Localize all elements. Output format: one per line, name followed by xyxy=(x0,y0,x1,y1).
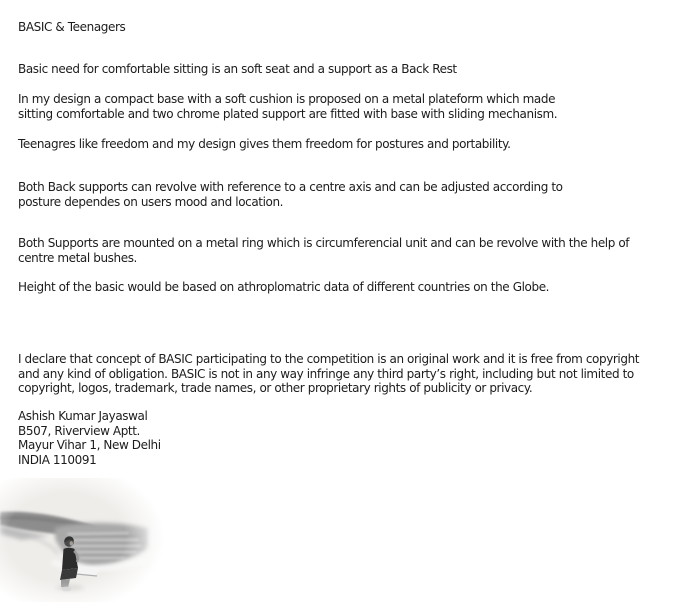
text-line: Both Supports are mounted on a metal ring which is circumferencial unit and can be revolve with the help of xyxy=(18,236,630,250)
text-line: Mayur Vihar 1, New Delhi xyxy=(18,438,161,452)
text-line: INDIA 110091 xyxy=(18,452,97,467)
page-title: BASIC & Teenagers xyxy=(18,20,126,34)
text-line: copyright, logos, trademark, trade names, or other proprietary rights of publicity or privacy. xyxy=(18,381,533,395)
text-line: sitting comfortable and two chrome plated support are fitted with base with sliding mechanism. xyxy=(18,106,558,121)
paragraph xyxy=(18,92,557,121)
paragraph xyxy=(18,280,549,295)
paragraph xyxy=(18,352,639,396)
text-line: In my design a compact base with a soft cushion is proposed on a metal plateform which made xyxy=(18,92,556,106)
signature-block xyxy=(18,409,161,467)
paragraph xyxy=(18,236,629,265)
beach-photo xyxy=(0,478,165,602)
text-line: B507, Riverview Aptt. xyxy=(18,423,140,438)
paragraph xyxy=(18,137,511,152)
text-line: Teenagres like freedom and my design gives them freedom for postures and portability. xyxy=(18,137,511,151)
text-line: Both Back supports can revolve with reference to a centre axis and can be adjusted according to xyxy=(18,180,563,194)
text-line: and any kind of obligation. BASIC is not in any way infringe any third party’s right, including but not limited to xyxy=(18,366,634,381)
text-line: centre metal bushes. xyxy=(18,250,137,265)
text-line: posture dependes on users mood and location. xyxy=(18,194,284,209)
text-line: I declare that concept of BASIC participating to the competition is an original work and it is free from copyright xyxy=(18,352,640,366)
paragraph xyxy=(18,180,563,209)
text-line: Ashish Kumar Jayaswal xyxy=(18,409,148,423)
paragraph xyxy=(18,62,457,77)
text-line: Height of the basic would be based on athroplomatric data of different countries on the Globe. xyxy=(18,280,550,294)
text-line: Basic need for comfortable sitting is an soft seat and a support as a Back Rest xyxy=(18,62,457,76)
